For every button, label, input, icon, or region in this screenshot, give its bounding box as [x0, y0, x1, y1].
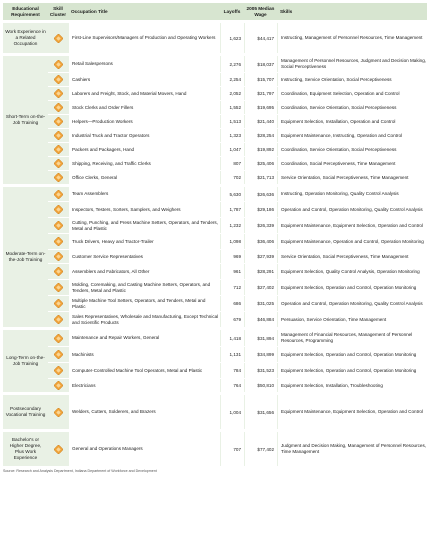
- layoffs-cell: 1,004: [220, 395, 244, 429]
- diamond-badge-icon: [54, 445, 63, 454]
- diamond-badge-icon: [54, 190, 63, 199]
- layoffs-cell: 961: [220, 264, 244, 279]
- occupation-title-cell: Sales Representatives, Wholesale and Manufacturing, Except Technical and Scientific Products: [68, 312, 220, 327]
- skills-cell: Operation and Control, Operation Monitoring, Quality Control Analysis: [277, 202, 427, 217]
- median-wage-cell: $28,254: [244, 129, 277, 142]
- skill-cluster-cell: [48, 171, 68, 184]
- median-wage-cell: $44,417: [244, 23, 277, 53]
- occupation-title-cell: Inspectors, Testers, Sorters, Samplers, and Weighers: [68, 202, 220, 217]
- diamond-badge-icon: [54, 131, 63, 140]
- skill-cluster-cell: [48, 115, 68, 128]
- education-group: [3, 330, 427, 392]
- educational-requirement-cell: Long-Term on-the-Job Training: [6, 355, 45, 366]
- header-skill-cluster: Skill Cluster: [49, 6, 67, 17]
- skill-cluster-cell: [48, 73, 68, 86]
- diamond-badge-icon: [54, 173, 63, 182]
- occupation-title-cell: Retail Salespersons: [68, 56, 220, 72]
- median-wage-cell: $46,884: [244, 312, 277, 327]
- diamond-badge-icon: [54, 145, 63, 154]
- median-wage-cell: $21,440: [244, 115, 277, 128]
- diamond-badge-icon: [54, 75, 63, 84]
- median-wage-cell: $25,406: [244, 157, 277, 170]
- skill-cluster-cell: [48, 395, 68, 429]
- layoffs-cell: 1,323: [220, 129, 244, 142]
- skill-cluster-cell: [48, 432, 68, 466]
- educational-requirement-cell: Short-Term on-the-Job Training: [5, 114, 46, 125]
- skill-cluster-cell: [48, 312, 68, 327]
- table-row: [48, 100, 427, 114]
- occupation-title-cell: Electricians: [68, 379, 220, 392]
- diamond-badge-icon: [54, 34, 63, 43]
- diamond-badge-icon: [54, 267, 63, 276]
- diamond-badge-icon: [54, 381, 63, 390]
- skills-cell: Equipment Maintenance, Equipment Selection, Operation and Control: [277, 218, 427, 233]
- table-row: [48, 201, 427, 217]
- median-wage-cell: $31,894: [244, 330, 277, 346]
- table-row: [48, 56, 427, 72]
- occupation-title-cell: Assemblers and Fabricators, All Other: [68, 264, 220, 279]
- layoffs-cell: 686: [220, 296, 244, 311]
- table-row: [48, 217, 427, 233]
- skills-cell: Equipment Maintenance, Equipment Selection, Operation and Control: [277, 395, 427, 429]
- skill-cluster-cell: [48, 143, 68, 156]
- skills-cell: Coordination, Service Orientation, Social Perceptiveness: [277, 101, 427, 114]
- table-row: [48, 249, 427, 263]
- occupation-title-cell: Team Assemblers: [68, 187, 220, 201]
- skill-cluster-cell: [48, 87, 68, 100]
- table-row: [48, 362, 427, 378]
- median-wage-cell: $18,037: [244, 56, 277, 72]
- education-group: [3, 56, 427, 184]
- skill-cluster-cell: [48, 101, 68, 114]
- table-row: [48, 156, 427, 170]
- diamond-badge-icon: [54, 89, 63, 98]
- table-row: [48, 72, 427, 86]
- skills-cell: Coordination, Social Perceptiveness, Time Management: [277, 157, 427, 170]
- group-rows: [48, 330, 427, 392]
- group-rows: [48, 23, 427, 53]
- diamond-badge-icon: [54, 299, 63, 308]
- educational-requirement-cell: Postsecondary Vocational Training: [5, 406, 46, 417]
- skill-cluster-cell: [48, 234, 68, 249]
- skills-cell: Equipment Selection, Installation, Troubleshooting: [277, 379, 427, 392]
- median-wage-cell: $21,713: [244, 171, 277, 184]
- diamond-badge-icon: [54, 350, 63, 359]
- educational-requirement-cell: Work Experience in a Related Occupation: [5, 29, 46, 46]
- occupation-title-cell: Machinists: [68, 347, 220, 362]
- header-skills: Skills: [280, 8, 293, 14]
- occupation-title-cell: Office Clerks, General: [68, 171, 220, 184]
- skills-cell: Coordination, Service Orientation, Social Perceptiveness: [277, 143, 427, 156]
- occupation-title-cell: Computer-Controlled Machine Tool Operators, Metal and Plastic: [68, 363, 220, 378]
- layoffs-cell: 712: [220, 280, 244, 295]
- occupation-title-cell: Industrial Truck and Tractor Operators: [68, 129, 220, 142]
- table-row: [48, 346, 427, 362]
- median-wage-cell: $28,291: [244, 264, 277, 279]
- skills-cell: Service Orientation, Social Perceptiveness, Time Management: [277, 250, 427, 263]
- occupation-title-cell: Stock Clerks and Order Fillers: [68, 101, 220, 114]
- table-header: [3, 3, 427, 20]
- occupation-title-cell: Truck Drivers, Heavy and Tractor-Trailer: [68, 234, 220, 249]
- skill-cluster-cell: [48, 157, 68, 170]
- layoffs-cell: 1,131: [220, 347, 244, 362]
- layoffs-cell: 1,623: [220, 23, 244, 53]
- table-row: [48, 295, 427, 311]
- skill-cluster-cell: [48, 202, 68, 217]
- median-wage-cell: $21,797: [244, 87, 277, 100]
- table-row: [48, 128, 427, 142]
- education-group: [3, 432, 427, 466]
- header-educational-requirement: Educational Requirement: [11, 6, 40, 17]
- layoffs-cell: 784: [220, 363, 244, 378]
- table-row: [48, 86, 427, 100]
- occupation-title-cell: Maintenance and Repair Workers, General: [68, 330, 220, 346]
- layoffs-cell: 969: [220, 250, 244, 263]
- diamond-badge-icon: [54, 117, 63, 126]
- layoffs-cell: 1,513: [220, 115, 244, 128]
- table-row: [48, 263, 427, 279]
- median-wage-cell: $50,810: [244, 379, 277, 392]
- occupation-title-cell: Packers and Packagers, Hand: [68, 143, 220, 156]
- occupation-title-cell: Cutting, Punching, and Press Machine Setters, Operators, and Tenders, Metal and Plastic: [68, 218, 220, 233]
- diamond-badge-icon: [54, 315, 63, 324]
- skills-cell: Instructing, Operation Monitoring, Quality Control Analysis: [277, 187, 427, 201]
- occupation-title-cell: Shipping, Receiving, and Traffic Clerks: [68, 157, 220, 170]
- diamond-badge-icon: [54, 221, 63, 230]
- skill-cluster-cell: [48, 129, 68, 142]
- median-wage-cell: $36,406: [244, 234, 277, 249]
- education-group: [3, 395, 427, 429]
- median-wage-cell: $26,636: [244, 187, 277, 201]
- educational-requirement-cell: Bachelor's or Higher Degree, Plus Work Experience: [9, 437, 42, 460]
- skills-cell: Equipment Maintenance, Operation and Control, Operation Monitoring: [277, 234, 427, 249]
- diamond-badge-icon: [54, 252, 63, 261]
- group-rows: [48, 395, 427, 429]
- diamond-badge-icon: [54, 366, 63, 375]
- occupation-title-cell: Customer Service Representatives: [68, 250, 220, 263]
- diamond-badge-icon: [54, 103, 63, 112]
- median-wage-cell: $77,402: [244, 432, 277, 466]
- table-row: [48, 233, 427, 249]
- occupation-title-cell: Molding, Coremaking, and Casting Machine Setters, Operators, and Tenders, Metal and Plastic: [68, 280, 220, 295]
- layoffs-cell: 2,276: [220, 56, 244, 72]
- skills-cell: Equipment Selection, Operation and Control, Operation Monitoring: [277, 280, 427, 295]
- table-row: [48, 187, 427, 201]
- skill-cluster-cell: [48, 250, 68, 263]
- education-group: [3, 23, 427, 53]
- layoffs-cell: 807: [220, 157, 244, 170]
- skill-cluster-cell: [48, 218, 68, 233]
- layoffs-cell: 679: [220, 312, 244, 327]
- occupation-title-cell: Multiple Machine Tool Setters, Operators, and Tenders, Metal and Plastic: [68, 296, 220, 311]
- layoffs-cell: 2,254: [220, 73, 244, 86]
- diamond-badge-icon: [54, 205, 63, 214]
- skill-cluster-cell: [48, 347, 68, 362]
- skill-cluster-cell: [48, 23, 68, 53]
- skills-cell: Operation and Control, Operation Monitoring, Quality Control Analysis: [277, 296, 427, 311]
- layoffs-cell: 1,232: [220, 218, 244, 233]
- diamond-badge-icon: [54, 159, 63, 168]
- table-row: [48, 311, 427, 327]
- skill-cluster-cell: [48, 280, 68, 295]
- layoffs-cell: 1,418: [220, 330, 244, 346]
- skill-cluster-cell: [48, 363, 68, 378]
- layoffs-cell: 2,052: [220, 87, 244, 100]
- skill-cluster-cell: [48, 187, 68, 201]
- layoffs-cell: 1,787: [220, 202, 244, 217]
- skills-cell: Equipment Selection, Operation and Control, Operation Monitoring: [277, 347, 427, 362]
- group-rows: [48, 187, 427, 327]
- table-row: [48, 378, 427, 392]
- occupation-title-cell: Helpers—Production Workers: [68, 115, 220, 128]
- median-wage-cell: $31,025: [244, 296, 277, 311]
- diamond-badge-icon: [54, 334, 63, 343]
- diamond-badge-icon: [54, 408, 63, 417]
- occupation-title-cell: Welders, Cutters, Solderers, and Brazers: [68, 395, 220, 429]
- table-row: [48, 142, 427, 156]
- header-layoffs: Layoffs: [223, 8, 241, 14]
- occupation-table: [3, 3, 427, 473]
- layoffs-cell: 5,630: [220, 187, 244, 201]
- skills-cell: Instructing, Management of Personnel Resources, Time Management: [277, 23, 427, 53]
- median-wage-cell: $34,899: [244, 347, 277, 362]
- table-row: [48, 114, 427, 128]
- diamond-badge-icon: [54, 283, 63, 292]
- skills-cell: Service Orientation, Social Perceptiveness, Time Management: [277, 171, 427, 184]
- skill-cluster-cell: [48, 379, 68, 392]
- layoffs-cell: 702: [220, 171, 244, 184]
- median-wage-cell: $19,892: [244, 143, 277, 156]
- median-wage-cell: $15,707: [244, 73, 277, 86]
- skill-cluster-cell: [48, 56, 68, 72]
- median-wage-cell: $31,523: [244, 363, 277, 378]
- table-row: [48, 170, 427, 184]
- occupation-title-cell: General and Operations Managers: [68, 432, 220, 466]
- skills-cell: Management of Financial Resources, Management of Personnel Resources, Programming: [277, 330, 427, 346]
- skills-cell: Equipment Selection, Operation and Control, Operation Monitoring: [277, 363, 427, 378]
- layoffs-cell: 1,047: [220, 143, 244, 156]
- table-row: [48, 23, 427, 53]
- layoffs-cell: 764: [220, 379, 244, 392]
- skill-cluster-cell: [48, 296, 68, 311]
- table-row: [48, 279, 427, 295]
- occupation-title-cell: First-Line Supervisors/Managers of Production and Operating Workers: [68, 23, 220, 53]
- diamond-badge-icon: [54, 237, 63, 246]
- skills-cell: Equipment Maintenance, Instructing, Operation and Control: [277, 129, 427, 142]
- median-wage-cell: $19,695: [244, 101, 277, 114]
- skills-cell: Instructing, Service Orientation, Social Perceptiveness: [277, 73, 427, 86]
- skills-cell: Judgment and Decision Making, Management of Personnel Resources, Time Management: [277, 432, 427, 466]
- median-wage-cell: $26,339: [244, 218, 277, 233]
- layoffs-cell: 707: [220, 432, 244, 466]
- median-wage-cell: $27,402: [244, 280, 277, 295]
- skills-cell: Coordination, Equipment Selection, Operation and Control: [277, 87, 427, 100]
- educational-requirement-cell: Moderate-Term on-the-Job Training: [5, 251, 46, 262]
- table-body: [3, 23, 427, 466]
- source-note: Source: Research and Analysis Department, Indiana Department of Workforce and Development: [3, 469, 157, 473]
- table-row: [48, 432, 427, 466]
- header-occupation-title: Occupation Title: [71, 8, 108, 14]
- skill-cluster-cell: [48, 330, 68, 346]
- education-group: [3, 187, 427, 327]
- table-row: [48, 395, 427, 429]
- median-wage-cell: $31,656: [244, 395, 277, 429]
- header-median-wage: 2005 Median Wage: [246, 6, 275, 17]
- median-wage-cell: $27,939: [244, 250, 277, 263]
- skills-cell: Equipment Selection, Installation, Operation and Control: [277, 115, 427, 128]
- median-wage-cell: $29,186: [244, 202, 277, 217]
- layoffs-cell: 1,552: [220, 101, 244, 114]
- table-row: [48, 330, 427, 346]
- occupation-title-cell: Cashiers: [68, 73, 220, 86]
- occupation-title-cell: Laborers and Freight, Stock, and Material Movers, Hand: [68, 87, 220, 100]
- skills-cell: Equipment Selection, Quality Control Analysis, Operation Monitoring: [277, 264, 427, 279]
- group-rows: [48, 432, 427, 466]
- group-rows: [48, 56, 427, 184]
- diamond-badge-icon: [54, 60, 63, 69]
- skill-cluster-cell: [48, 264, 68, 279]
- layoffs-cell: 1,098: [220, 234, 244, 249]
- skills-cell: Management of Personnel Resources, Judgment and Decision Making, Social Perceptiveness: [277, 56, 427, 72]
- skills-cell: Persuasion, Service Orientation, Time Management: [277, 312, 427, 327]
